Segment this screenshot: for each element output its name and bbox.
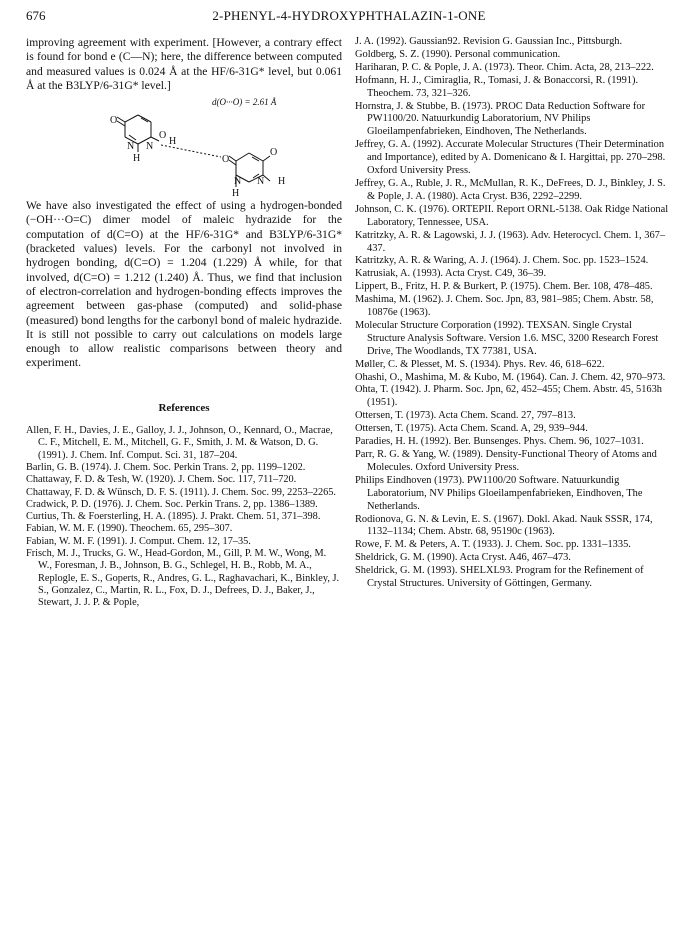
reference-item: Frisch, M. J., Trucks, G. W., Head-Gordon, M., Gill, P. M. W., Wong, M. W., Foresman, J. B., Johnson, B. G., Schlegel, H. B., Robb, M. A., Replogle, E. S., Goperts, R., Andres, G. L., Raghavachari, K., Binkley, J. S., Gonzalez, C., Martin, R. L., Fox, D. J., Defrees, D. J., Baker, J., Stewart, J. J. P. & Pople, — [26, 548, 340, 609]
reference-item: Jeffrey, G. A. (1992). Accurate Molecular Structures (Their Determination and Importance), edited by A. Domenicano & I. Hargittai, pp. 270–298. Oxford University Press. — [355, 139, 666, 177]
reference-item: Mashima, M. (1962). J. Chem. Soc. Jpn, 83, 981–985; Chem. Abstr. 58, 10876e (1963). — [355, 294, 654, 319]
reference-item: Katritzky, A. R. & Waring, A. J. (1964). J. Chem. Soc. pp. 1523–1524. — [355, 255, 649, 267]
figure-distance-label: d(O···O) = 2.61 Å — [212, 97, 277, 108]
atom-h4: H — [278, 176, 286, 188]
reference-item: Barlin, G. B. (1974). J. Chem. Soc. Perkin Trans. 2, pp. 1199–1202. — [26, 461, 306, 473]
dimer-structure-diagram — [26, 93, 342, 199]
reference-item: Goldberg, S. Z. (1990). Personal communication. — [355, 48, 561, 60]
reference-item: Hariharan, P. C. & Pople, J. A. (1973). Theor. Chim. Acta, 28, 213–222. — [355, 61, 654, 73]
atom-h2: H — [169, 136, 177, 148]
reference-item: Katrusiak, A. (1993). Acta Cryst. C49, 36–39. — [355, 268, 547, 280]
hydrogen-bonded-dimer-figure — [26, 93, 342, 199]
reference-item: Katritzky, A. R. & Lagowski, J. J. (1963). Adv. Heterocycl. Chem. 1, 367–437. — [355, 229, 666, 254]
atom-h3: H — [232, 188, 240, 200]
atom-o4: O — [270, 147, 278, 159]
reference-item: Sheldrick, G. M. (1993). SHELXL93. Program for the Refinement of Crystal Structures. University of Göttingen, Germany. — [355, 565, 644, 590]
reference-item: Ohta, T. (1942). J. Pharm. Soc. Jpn, 62, 452–455; Chem. Abstr. 45, 5163h (1951). — [355, 384, 662, 409]
body-paragraph-2: We have also investigated the effect of using a hydrogen-bonded (−OH···O=C) dimer model of maleic hydrazide for the computation of d(C=O) at the HF/6-31G* and B3LYP/6-31G* (bracketed values) levels. For the carbonyl not involved in hydrogen bonding, d(C=O) = 1.204 (1.229) Å while, for that involved, d(C=O) = 1.212 (1.240) Å. Thus, we find that inclusion of electron-correlation and hydrogen-bonding effects improves the agreement between gas-phase (computed) and solid-phase (measured) bond lengths for the carbonyl bond of maleic hydrazide. It is still not possible to carry out calculations on models large enough to allow realistic comparisons between theory and experiment. — [26, 199, 342, 370]
atom-n3: N — [234, 176, 242, 188]
reference-item: Hofmann, H. J., Cimiraglia, R., Tomasi, J. & Bonaccorsi, R. (1991). Theochem. 73, 321–326. — [355, 74, 639, 99]
page-number: 676 — [26, 8, 46, 23]
references-list-right — [355, 36, 671, 591]
reference-item: Ottersen, T. (1975). Acta Chem. Scand. A, 29, 939–944. — [355, 423, 588, 435]
references-list-left — [26, 425, 342, 609]
atom-o2: O — [159, 130, 167, 142]
reference-item: Molecular Structure Corporation (1992). TEXSAN. Single Crystal Structure Analysis Software. Version 1.6. MSC, 3200 Research Forest Drive, The Woodlands, TX 77381, USA. — [355, 319, 659, 357]
reference-item: Fabian, W. M. F. (1991). J. Comput. Chem. 12, 17–35. — [26, 535, 251, 547]
reference-item: Møller, C. & Plesset, M. S. (1934). Phys. Rev. 46, 618–622. — [355, 358, 605, 370]
body-paragraph-1: improving agreement with experiment. [However, a contrary effect is found for bond e (C—N); here, the difference between computed and measured values is 0.024 Å at the HF/6-31G* level, but 0.061 Å at the B3LYP/6-31G* level.] — [26, 36, 342, 92]
reference-item: Hornstra, J. & Stubbe, B. (1973). PROC Data Reduction Software for PW1100/20. Natuurkundig Laboratorium, NV Philips Gloeilampenfabrieken, Eindhoven, The Netherlands. — [355, 100, 646, 138]
reference-item: Sheldrick, G. M. (1990). Acta Cryst. A46, 467–473. — [355, 552, 571, 564]
reference-item: Chattaway, F. D. & Wünsch, D. F. S. (1911). J. Chem. Soc. 99, 2253–2265. — [26, 486, 337, 498]
reference-item: Philips Eindhoven (1973). PW1100/20 Software. Natuurkundig Laboratorium, NV Philips Gloeilampenfabrieken, Eindhoven, The Netherlands. — [355, 474, 643, 512]
reference-item: Cradwick, P. D. (1976). J. Chem. Soc. Perkin Trans. 2, pp. 1386–1389. — [26, 498, 318, 510]
reference-item: Fabian, W. M. F. (1990). Theochem. 65, 295–307. — [26, 523, 233, 535]
atom-h1: H — [133, 153, 141, 165]
left-column — [26, 36, 342, 610]
reference-item: Curtius, Th. & Foersterling, H. A. (1895). J. Prakt. Chem. 51, 371–398. — [26, 511, 321, 523]
reference-item: Lippert, B., Fritz, H. P. & Burkert, P. (1975). Chem. Ber. 108, 478–485. — [355, 281, 653, 293]
reference-item: Johnson, C. K. (1976). ORTEPII. Report ORNL-5138. Oak Ridge National Laboratory, Tennessee, USA. — [355, 203, 669, 228]
reference-item: Parr, R. G. & Yang, W. (1989). Density-Functional Theory of Atoms and Molecules. Oxford University Press. — [355, 449, 657, 473]
reference-item: Jeffrey, G. A., Ruble, J. R., McMullan, R. K., DeFrees, D. J., Binkley, J. S. & Pople, J. A. (1980). Acta Cryst. B36, 2292–2299. — [355, 177, 666, 202]
atom-n1: N — [127, 141, 135, 153]
page-header — [26, 8, 672, 28]
references-heading: References — [158, 401, 210, 414]
running-title: 2-PHENYL-4-HYDROXYPHTHALAZIN-1-ONE — [212, 8, 486, 23]
reference-item: Rowe, F. M. & Peters, A. T. (1933). J. Chem. Soc. pp. 1331–1335. — [355, 539, 631, 551]
reference-item: Chattaway, F. D. & Tesh, W. (1920). J. Chem. Soc. 117, 711–720. — [26, 474, 297, 486]
atom-o1: O — [110, 115, 118, 127]
reference-item: J. A. (1992). Gaussian92. Revision G. Gaussian Inc., Pittsburgh. — [355, 36, 623, 47]
right-column — [355, 36, 671, 591]
reference-item: Allen, F. H., Davies, J. E., Galloy, J. J., Johnson, O., Kennard, O., Macrae, C. F., Mitchell, E. M., Mitchell, G. F., Smith, J. M. & Watson, D. G. (1991). J. Chem. Inf. Comput. Sci. 31, 187–204. — [26, 425, 333, 461]
atom-n2: N — [146, 141, 154, 153]
reference-item: Ohashi, O., Mashima, M. & Kubo, M. (1964). Can. J. Chem. 42, 970–973. — [355, 371, 666, 383]
atom-o3: O — [222, 154, 230, 166]
reference-item: Paradies, H. H. (1992). Ber. Bunsenges. Phys. Chem. 96, 1027–1031. — [355, 436, 644, 448]
reference-item: Ottersen, T. (1973). Acta Chem. Scand. 27, 797–813. — [355, 410, 576, 422]
atom-n4: N — [257, 176, 265, 188]
reference-item: Rodionova, G. N. & Levin, E. S. (1967). Dokl. Akad. Nauk SSSR, 174, 1132–1134; Chem. Abstr. 68, 95190c (1963). — [355, 513, 653, 538]
